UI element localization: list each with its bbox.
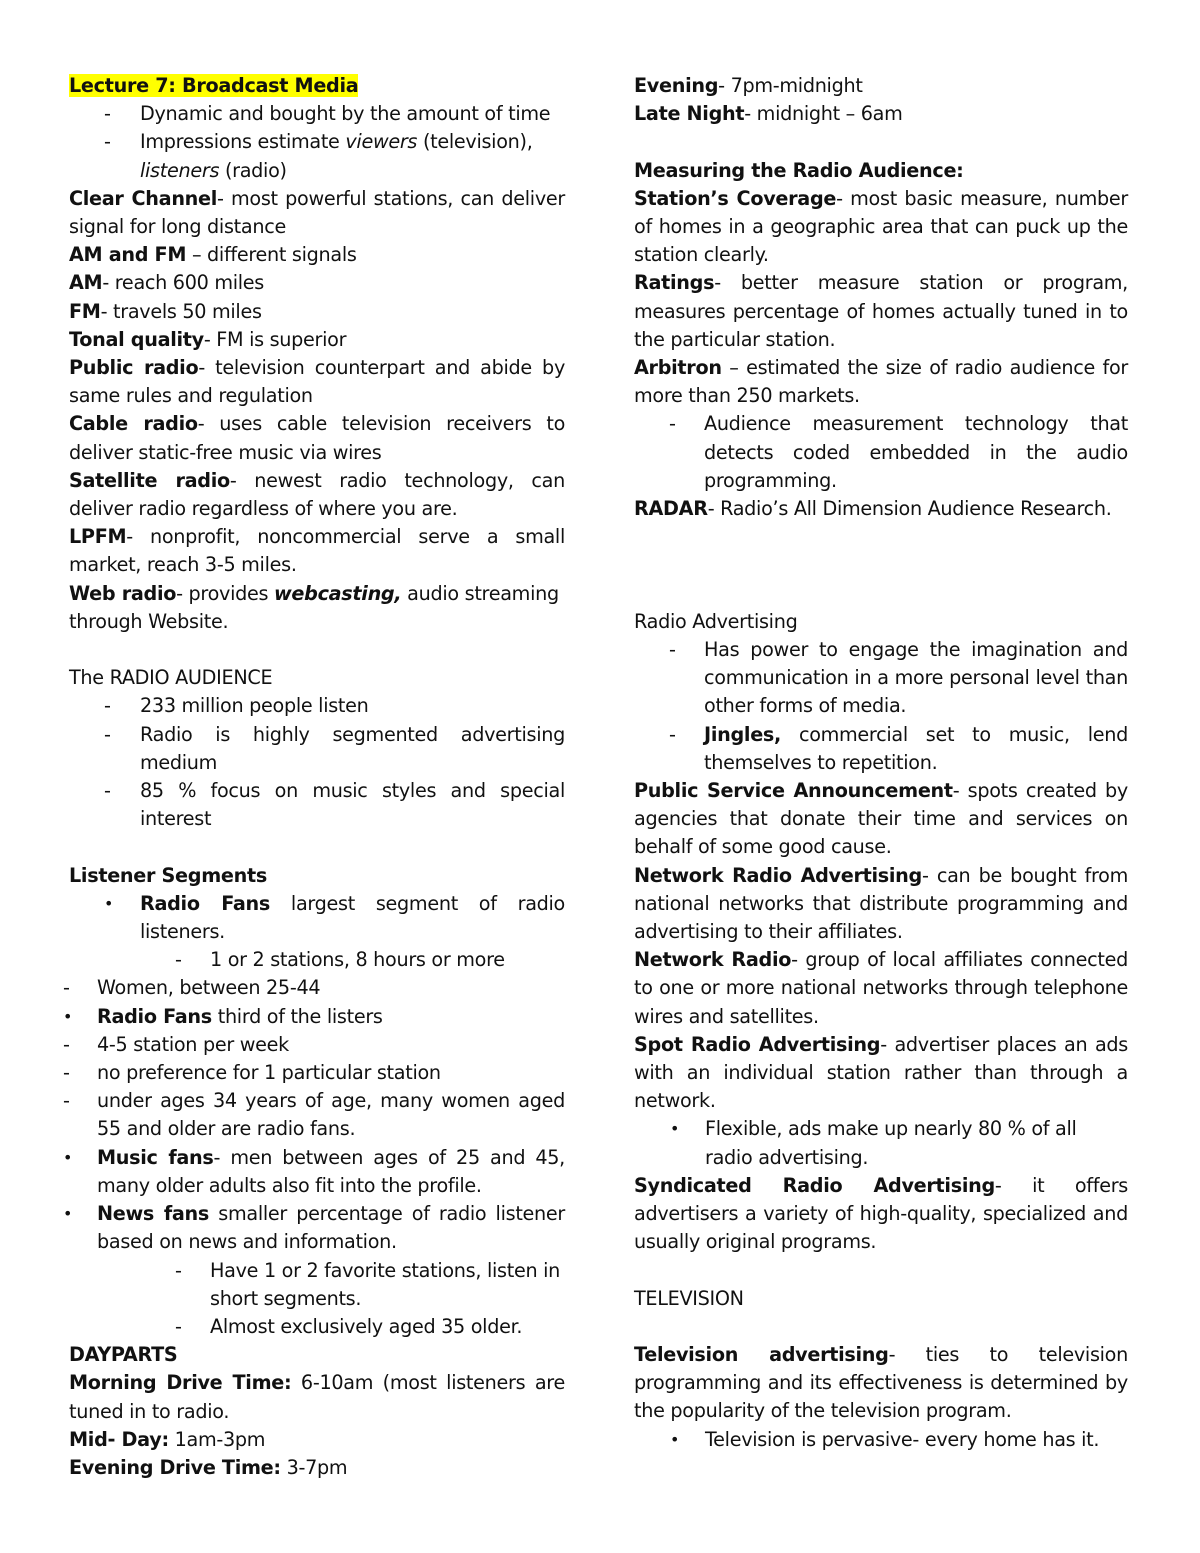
list-item: - 233 million people listen <box>104 694 369 718</box>
section-heading: TELEVISION <box>634 1286 744 1310</box>
list-item: - Radio is highly segmented advertising medium <box>104 722 565 774</box>
definition: Network Radio Advertising- can be bought from national networks that distribute programming and advertising to their affiliates. <box>634 863 1128 944</box>
daypart: Late Night- midnight – 6am <box>634 102 903 126</box>
definition: Tonal quality- FM is superior <box>69 327 347 351</box>
section-heading: DAYPARTS <box>69 1343 178 1367</box>
definition: Station’s Coverage- most basic measure, number of homes in a geographic area that can puck up the station clearly. <box>634 186 1128 267</box>
list-item: • Radio Fans third of the listers <box>63 1004 383 1028</box>
list-item: - 1 or 2 stations, 8 hours or more <box>175 948 505 972</box>
list-item: - Women, between 25-44 <box>63 976 321 1000</box>
definition: AM and FM – different signals <box>69 243 357 267</box>
list-item: • News fans smaller percentage of radio listener based on news and information. <box>63 1202 565 1254</box>
definition: FM- travels 50 miles <box>69 299 262 323</box>
definition: RADAR- Radio’s All Dimension Audience Research. <box>634 497 1112 521</box>
list-item: • Television is pervasive- every home has it. <box>670 1427 1100 1451</box>
list-item: • Radio Fans largest segment of radio listeners. <box>104 891 565 944</box>
list-item: - under ages 34 years of age, many women aged 55 and older are radio fans. <box>63 1089 565 1141</box>
definition: AM- reach 600 miles <box>69 271 264 295</box>
definition: Arbitron – estimated the size of radio audience for more than 250 markets. <box>634 356 1128 408</box>
list-item: - 4-5 station per week <box>63 1032 289 1056</box>
section-heading: The RADIO AUDIENCE <box>69 666 273 690</box>
list-item: • Flexible, ads make up nearly 80 % of all radio advertising. <box>670 1117 1077 1169</box>
list-item: - Impressions estimate viewers (television), listeners (radio) <box>104 130 533 182</box>
list-item: - no preference for 1 particular station <box>63 1061 441 1085</box>
daypart: Evening- 7pm-midnight <box>634 74 863 97</box>
definition: Television advertising- ties to television programming and its effectiveness is determined by the popularity of the television program. <box>634 1343 1128 1423</box>
definition: LPFM- nonprofit, noncommercial serve a small market, reach 3-5 miles. <box>69 525 565 577</box>
left-column <box>63 72 566 1482</box>
list-item: - Have 1 or 2 favorite stations, listen in short segments. <box>175 1258 561 1310</box>
right-column <box>634 72 1128 1454</box>
definition: Network Radio- group of local affiliates connected to one or more national networks through telephone wires and satellites. <box>634 948 1128 1028</box>
daypart: Evening Drive Time: 3-7pm <box>69 1455 348 1479</box>
list-item: - Dynamic and bought by the amount of time <box>104 102 551 126</box>
definition: Public Service Announcement- spots created by agencies that donate their time and services on behalf of some good cause. <box>634 779 1128 859</box>
definition: Clear Channel- most powerful stations, can deliver signal for long distance <box>69 186 565 239</box>
definition: Ratings- better measure station or program, measures percentage of homes actually tuned in to the particular station. <box>634 271 1128 351</box>
list-item: - Almost exclusively aged 35 older. <box>175 1314 523 1338</box>
definition: Public radio- television counterpart and abide by same rules and regulation <box>69 356 565 408</box>
definition: Cable radio- uses cable television receivers to deliver static-free music via wires <box>69 412 566 464</box>
lecture-title: Lecture 7: Broadcast Media <box>69 74 359 97</box>
definition: Satellite radio- newest radio technology, can deliver radio regardless of where you are. <box>69 468 565 521</box>
definition: Syndicated Radio Advertising- it offers advertisers a variety of high-quality, specialized and usually original programs. <box>634 1173 1128 1254</box>
list-item: - Has power to engage the imagination and communication in a more personal level than other forms of media. <box>669 638 1128 718</box>
daypart: Mid- Day: 1am-3pm <box>69 1427 266 1451</box>
section-heading: Measuring the Radio Audience: <box>634 158 964 182</box>
list-item: - Audience measurement technology that detects coded embedded in the audio programming. <box>669 412 1128 492</box>
section-heading: Radio Advertising <box>634 609 798 633</box>
definition-web-radio: Web radio- provides webcasting, audio streaming through Website. <box>69 581 559 633</box>
list-item: • Music fans- men between ages of 25 and 45, many older adults also fit into the profile. <box>63 1145 565 1197</box>
section-heading: Listener Segments <box>69 863 267 887</box>
list-item: - 85 % focus on music styles and special interest <box>104 779 565 831</box>
list-item: - Jingles, commercial set to music, lend themselves to repetition. <box>669 722 1128 774</box>
daypart: Morning Drive Time: 6-10am (most listeners are tuned in to radio. <box>69 1371 565 1423</box>
definition: Spot Radio Advertising- advertiser places an ads with an individual station rather than through a network. <box>634 1032 1128 1113</box>
